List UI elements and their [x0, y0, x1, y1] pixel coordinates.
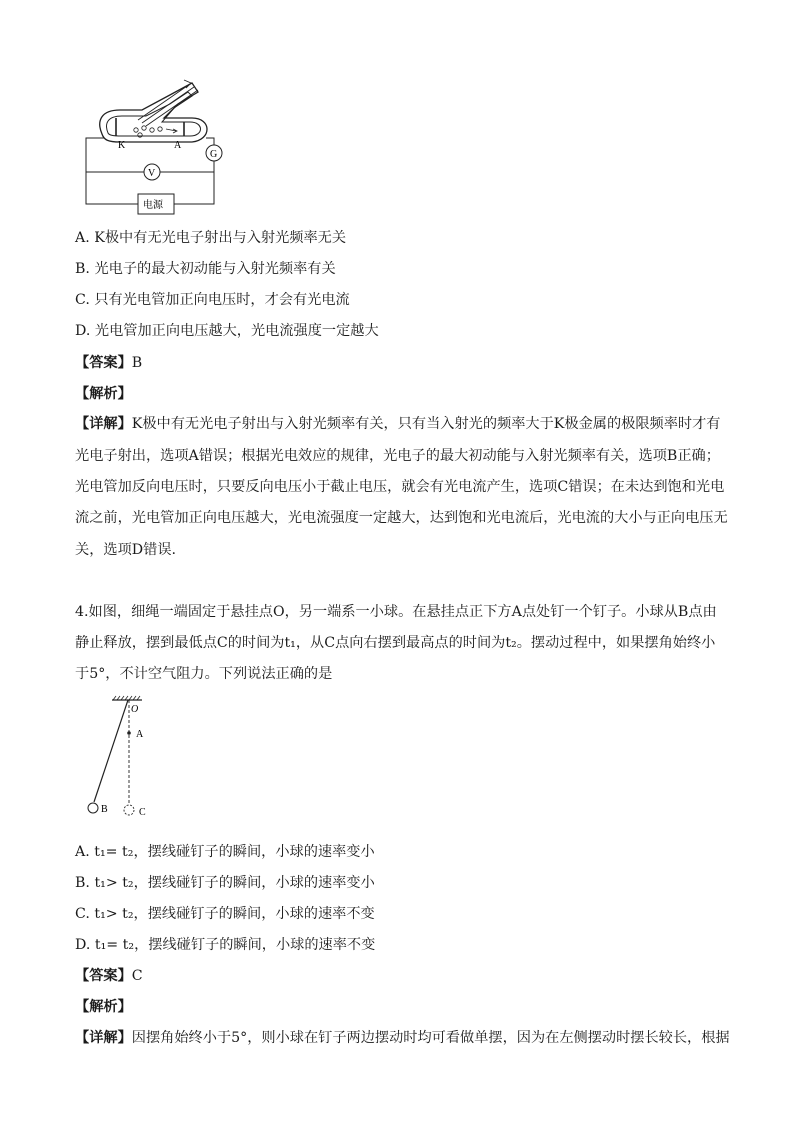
q4-detail-line-1: 【详解】因摆角始终小于5°，则小球在钉子两边摆动时均可看做单摆，因为在左侧摆动时摆长较长，根据 — [75, 1030, 730, 1046]
answer-tag: 【答案】 — [75, 968, 132, 984]
q4-option-c: C. t₁> t₂，摆线碰钉子的瞬间，小球的速率不变 — [75, 906, 375, 922]
q3-option-b: B. 光电子的最大初动能与入射光频率有关 — [75, 261, 336, 277]
q3-detail-line-3: 光电管加反向电压时，只要反向电压小于截止电压，就会有光电流产生，选项C错误；在未达到饱和光电 — [75, 479, 725, 495]
answer-value: C — [131, 968, 143, 984]
q3-detail-line-4: 流之前，光电管加正向电压越大，光电流强度一定越大，达到饱和光电流后，光电流的大小与正向电压无 — [75, 510, 728, 526]
q3-option-a: A. K极中有无光电子射出与入射光频率无关 — [75, 230, 347, 246]
label-b: B — [101, 804, 108, 815]
label-k: K — [118, 140, 126, 151]
q4-stem-line-1: 4.如图，细绳一端固定于悬挂点O，另一端系一小球。在悬挂点正下方A点处钉一个钉子。小球从B点由 — [75, 604, 717, 620]
q3-detail-line-5: 关，选项D错误. — [75, 542, 177, 558]
q3-answer — [75, 353, 142, 373]
label-a: A — [136, 729, 144, 740]
label-v: V — [148, 168, 156, 179]
answer-tag: 【答案】 — [75, 355, 132, 371]
q3-option-c: C. 只有光电管加正向电压时，才会有光电流 — [75, 292, 350, 308]
detail-tag: 【详解】 — [75, 1030, 132, 1046]
label-power: 电源 — [143, 200, 163, 211]
q3-detail-line-2: 光电子射出，选项A错误；根据光电效应的规律，光电子的最大初动能与入射光频率有关，选项B正确； — [75, 448, 720, 464]
label-c: C — [139, 807, 146, 818]
q4-analysis-tag: 【解析】 — [75, 999, 132, 1015]
q4-option-d: D. t₁= t₂，摆线碰钉子的瞬间，小球的速率不变 — [75, 937, 376, 953]
answer-value: B — [131, 355, 143, 371]
q3-analysis-tag: 【解析】 — [75, 386, 132, 402]
q4-option-b: B. t₁> t₂，摆线碰钉子的瞬间，小球的速率变小 — [75, 875, 375, 891]
photoelectric-circuit-figure — [80, 78, 240, 218]
q3-detail-line-1: 【详解】K极中有无光电子射出与入射光频率有关，只有当入射光的频率大于K极金属的极限频率时才有 — [75, 416, 721, 432]
label-a: A — [174, 140, 182, 151]
q4-stem-line-3: 于5°，不计空气阻力。下列说法正确的是 — [75, 666, 333, 682]
label-o: O — [131, 704, 139, 715]
label-g: G — [210, 149, 218, 160]
q4-answer — [75, 966, 143, 986]
pendulum-figure — [80, 694, 170, 824]
q4-stem-line-2: 静止释放，摆到最低点C的时间为t₁，从C点向右摆到最高点的时间为t₂。摆动过程中，如果摆角始终小 — [75, 635, 716, 651]
q4-option-a: A. t₁= t₂，摆线碰钉子的瞬间，小球的速率变小 — [75, 844, 375, 860]
q3-option-d: D. 光电管加正向电压越大，光电流强度一定越大 — [75, 323, 379, 339]
detail-tag: 【详解】 — [75, 416, 132, 432]
